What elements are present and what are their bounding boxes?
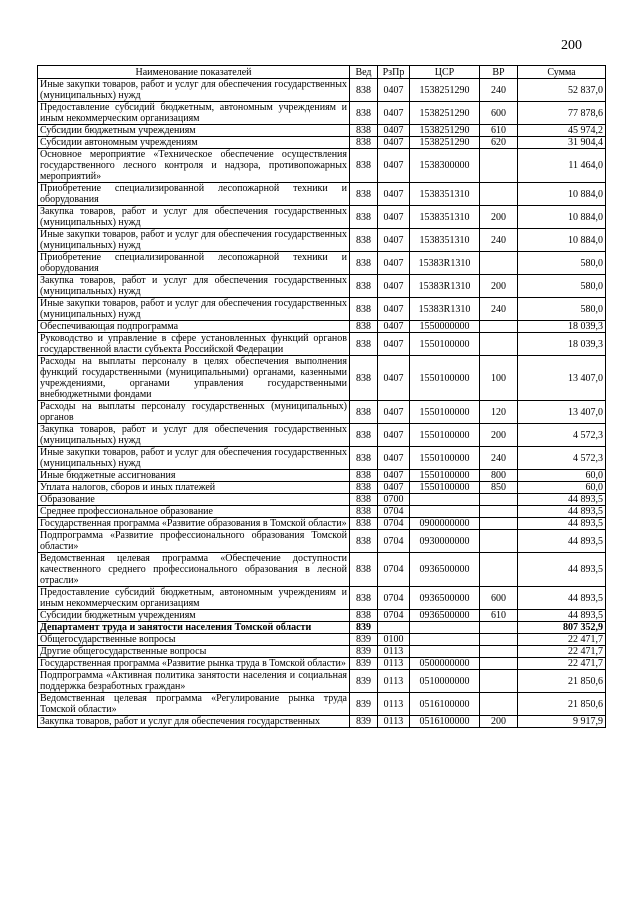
cell-rzpr: 0113 — [378, 658, 410, 670]
cell-rzpr: 0407 — [378, 206, 410, 229]
cell-ved: 839 — [350, 634, 378, 646]
table-row — [38, 646, 606, 658]
cell-name: Иные закупки товаров, работ и услуг для обеспечения государственных (муниципальных) нужд — [38, 229, 350, 252]
budget-table — [37, 65, 606, 728]
table-row — [38, 356, 606, 401]
cell-rzpr: 0113 — [378, 693, 410, 716]
cell-name: Общегосударственные вопросы — [38, 634, 350, 646]
cell-csr — [410, 494, 480, 506]
cell-vr — [480, 506, 518, 518]
cell-sum: 580,0 — [518, 275, 606, 298]
cell-rzpr: 0113 — [378, 670, 410, 693]
cell-sum: 60,0 — [518, 470, 606, 482]
cell-ved: 838 — [350, 482, 378, 494]
table-row — [38, 102, 606, 125]
cell-csr: 1538351310 — [410, 229, 480, 252]
cell-csr: 15383R1310 — [410, 275, 480, 298]
cell-sum: 21 850,6 — [518, 670, 606, 693]
cell-vr — [480, 658, 518, 670]
cell-name: Расходы на выплаты персоналу государственных (муниципальных) органов — [38, 401, 350, 424]
cell-csr: 0510000000 — [410, 670, 480, 693]
cell-csr: 1550100000 — [410, 482, 480, 494]
cell-rzpr: 0407 — [378, 424, 410, 447]
cell-vr — [480, 634, 518, 646]
cell-sum: 13 407,0 — [518, 356, 606, 401]
cell-csr: 0516100000 — [410, 716, 480, 728]
cell-ved: 838 — [350, 183, 378, 206]
cell-sum: 10 884,0 — [518, 183, 606, 206]
cell-rzpr: 0704 — [378, 518, 410, 530]
cell-csr: 1550100000 — [410, 447, 480, 470]
cell-csr: 1538351310 — [410, 183, 480, 206]
table-row — [38, 634, 606, 646]
cell-name: Закупка товаров, работ и услуг для обеспечения государственных (муниципальных) нужд — [38, 275, 350, 298]
cell-sum: 13 407,0 — [518, 401, 606, 424]
cell-vr: 120 — [480, 401, 518, 424]
cell-ved: 838 — [350, 424, 378, 447]
cell-csr: 0930000000 — [410, 530, 480, 553]
cell-vr: 200 — [480, 424, 518, 447]
cell-name: Подпрограмма «Активная политика занятости населения и социальная поддержка безработных граждан» — [38, 670, 350, 693]
cell-rzpr: 0407 — [378, 333, 410, 356]
cell-csr: 0500000000 — [410, 658, 480, 670]
cell-vr — [480, 149, 518, 183]
cell-sum: 45 974,2 — [518, 125, 606, 137]
table-row — [38, 470, 606, 482]
table-row — [38, 693, 606, 716]
cell-csr: 1550100000 — [410, 333, 480, 356]
cell-ved: 839 — [350, 670, 378, 693]
cell-rzpr: 0407 — [378, 183, 410, 206]
cell-vr — [480, 333, 518, 356]
table-row — [38, 610, 606, 622]
table-row — [38, 530, 606, 553]
table-row — [38, 183, 606, 206]
cell-vr — [480, 693, 518, 716]
cell-name: Иные закупки товаров, работ и услуг для обеспечения государственных (муниципальных) нужд — [38, 79, 350, 102]
cell-ved: 838 — [350, 530, 378, 553]
cell-ved: 839 — [350, 658, 378, 670]
table-row — [38, 321, 606, 333]
cell-sum: 22 471,7 — [518, 634, 606, 646]
cell-name: Иные закупки товаров, работ и услуг для обеспечения государственных (муниципальных) нужд — [38, 447, 350, 470]
cell-sum: 10 884,0 — [518, 206, 606, 229]
cell-sum: 44 893,5 — [518, 610, 606, 622]
cell-rzpr: 0113 — [378, 646, 410, 658]
cell-csr: 0936500000 — [410, 610, 480, 622]
cell-csr: 1538351310 — [410, 206, 480, 229]
cell-ved: 838 — [350, 506, 378, 518]
cell-csr: 1550100000 — [410, 470, 480, 482]
cell-ved: 838 — [350, 553, 378, 587]
cell-sum: 44 893,5 — [518, 494, 606, 506]
cell-name: Предоставление субсидий бюджетным, автономным учреждениям и иным некоммерческим организациям — [38, 102, 350, 125]
cell-name: Приобретение специализированной лесопожарной техники и оборудования — [38, 183, 350, 206]
cell-sum: 807 352,9 — [518, 622, 606, 634]
table-row — [38, 298, 606, 321]
cell-csr: 1550100000 — [410, 424, 480, 447]
cell-rzpr: 0704 — [378, 587, 410, 610]
header-ved: Вед — [350, 66, 378, 79]
cell-vr: 200 — [480, 275, 518, 298]
cell-sum: 11 464,0 — [518, 149, 606, 183]
table-body — [38, 79, 606, 728]
table-row — [38, 424, 606, 447]
cell-sum: 31 904,4 — [518, 137, 606, 149]
cell-csr: 0936500000 — [410, 587, 480, 610]
cell-ved: 838 — [350, 587, 378, 610]
cell-rzpr: 0407 — [378, 252, 410, 275]
table-row — [38, 587, 606, 610]
cell-vr — [480, 622, 518, 634]
cell-sum: 44 893,5 — [518, 530, 606, 553]
cell-csr — [410, 646, 480, 658]
cell-sum: 21 850,6 — [518, 693, 606, 716]
cell-name: Образование — [38, 494, 350, 506]
cell-rzpr: 0407 — [378, 356, 410, 401]
cell-ved: 838 — [350, 275, 378, 298]
table-row — [38, 137, 606, 149]
cell-vr: 200 — [480, 716, 518, 728]
cell-vr — [480, 252, 518, 275]
cell-vr: 850 — [480, 482, 518, 494]
cell-rzpr: 0407 — [378, 79, 410, 102]
cell-sum: 22 471,7 — [518, 646, 606, 658]
cell-sum: 9 917,9 — [518, 716, 606, 728]
cell-rzpr: 0407 — [378, 482, 410, 494]
cell-sum: 60,0 — [518, 482, 606, 494]
cell-name: Основное мероприятие «Техническое обеспечение осуществления государственного лесного контроля и надзора, противопожарных мероприятий» — [38, 149, 350, 183]
cell-rzpr: 0113 — [378, 716, 410, 728]
cell-csr: 0516100000 — [410, 693, 480, 716]
cell-name: Иные закупки товаров, работ и услуг для обеспечения государственных (муниципальных) нужд — [38, 298, 350, 321]
cell-name: Предоставление субсидий бюджетным, автономным учреждениям и иным некоммерческим организациям — [38, 587, 350, 610]
cell-name: Ведомственная целевая программа «Обеспечение доступности качественного среднего профессионального образования в лесной отрасли» — [38, 553, 350, 587]
table-row — [38, 275, 606, 298]
cell-ved: 838 — [350, 321, 378, 333]
cell-ved: 838 — [350, 447, 378, 470]
cell-vr: 200 — [480, 206, 518, 229]
table-row — [38, 716, 606, 728]
cell-ved: 838 — [350, 356, 378, 401]
cell-vr — [480, 183, 518, 206]
cell-ved: 839 — [350, 646, 378, 658]
cell-vr: 610 — [480, 610, 518, 622]
cell-vr: 240 — [480, 79, 518, 102]
cell-ved: 839 — [350, 622, 378, 634]
table-row — [38, 229, 606, 252]
cell-sum: 44 893,5 — [518, 518, 606, 530]
cell-sum: 580,0 — [518, 298, 606, 321]
cell-vr: 240 — [480, 229, 518, 252]
cell-vr: 600 — [480, 587, 518, 610]
cell-sum: 44 893,5 — [518, 587, 606, 610]
cell-csr — [410, 634, 480, 646]
cell-name: Закупка товаров, работ и услуг для обеспечения государственных — [38, 716, 350, 728]
cell-name: Субсидии автономным учреждениям — [38, 137, 350, 149]
cell-ved: 838 — [350, 206, 378, 229]
table-row — [38, 482, 606, 494]
cell-sum: 44 893,5 — [518, 506, 606, 518]
cell-vr: 610 — [480, 125, 518, 137]
cell-ved: 838 — [350, 79, 378, 102]
cell-name: Среднее профессиональное образование — [38, 506, 350, 518]
table-row — [38, 622, 606, 634]
table-row — [38, 252, 606, 275]
cell-vr: 800 — [480, 470, 518, 482]
cell-name: Субсидии бюджетным учреждениям — [38, 125, 350, 137]
cell-rzpr: 0407 — [378, 275, 410, 298]
cell-sum: 52 837,0 — [518, 79, 606, 102]
cell-rzpr: 0407 — [378, 321, 410, 333]
cell-ved: 838 — [350, 229, 378, 252]
cell-rzpr: 0407 — [378, 447, 410, 470]
cell-name: Обеспечивающая подпрограмма — [38, 321, 350, 333]
cell-sum: 4 572,3 — [518, 424, 606, 447]
cell-sum: 77 878,6 — [518, 102, 606, 125]
cell-sum: 580,0 — [518, 252, 606, 275]
header-vr: ВР — [480, 66, 518, 79]
cell-csr: 15383R1310 — [410, 298, 480, 321]
cell-ved: 838 — [350, 252, 378, 275]
cell-csr: 1538251290 — [410, 137, 480, 149]
header-csr: ЦСР — [410, 66, 480, 79]
cell-name: Департамент труда и занятости населения Томской области — [38, 622, 350, 634]
cell-sum: 18 039,3 — [518, 321, 606, 333]
table-row — [38, 79, 606, 102]
cell-rzpr: 0407 — [378, 401, 410, 424]
cell-csr: 15383R1310 — [410, 252, 480, 275]
header-sum: Сумма — [518, 66, 606, 79]
cell-rzpr: 0704 — [378, 610, 410, 622]
cell-ved: 839 — [350, 716, 378, 728]
cell-name: Государственная программа «Развитие рынка труда в Томской области» — [38, 658, 350, 670]
cell-ved: 838 — [350, 610, 378, 622]
cell-ved: 838 — [350, 333, 378, 356]
cell-rzpr: 0700 — [378, 494, 410, 506]
table-row — [38, 553, 606, 587]
table-row — [38, 149, 606, 183]
cell-name: Закупка товаров, работ и услуг для обеспечения государственных (муниципальных) нужд — [38, 206, 350, 229]
cell-csr — [410, 622, 480, 634]
cell-sum: 22 471,7 — [518, 658, 606, 670]
table-row — [38, 333, 606, 356]
cell-rzpr: 0407 — [378, 298, 410, 321]
cell-name: Субсидии бюджетным учреждениям — [38, 610, 350, 622]
cell-rzpr: 0407 — [378, 470, 410, 482]
cell-ved: 838 — [350, 401, 378, 424]
cell-name: Закупка товаров, работ и услуг для обеспечения государственных (муниципальных) нужд — [38, 424, 350, 447]
cell-vr — [480, 530, 518, 553]
cell-name: Подпрограмма «Развитие профессионального образования Томской области» — [38, 530, 350, 553]
cell-vr — [480, 518, 518, 530]
cell-vr: 240 — [480, 298, 518, 321]
cell-sum: 4 572,3 — [518, 447, 606, 470]
cell-vr — [480, 553, 518, 587]
cell-ved: 838 — [350, 149, 378, 183]
cell-name: Иные бюджетные ассигнования — [38, 470, 350, 482]
table-row — [38, 206, 606, 229]
cell-ved: 838 — [350, 518, 378, 530]
cell-sum: 44 893,5 — [518, 553, 606, 587]
cell-sum: 18 039,3 — [518, 333, 606, 356]
cell-csr: 1550100000 — [410, 356, 480, 401]
cell-csr: 1550000000 — [410, 321, 480, 333]
cell-csr: 1550100000 — [410, 401, 480, 424]
cell-csr: 0936500000 — [410, 553, 480, 587]
cell-ved: 838 — [350, 137, 378, 149]
cell-vr — [480, 670, 518, 693]
cell-rzpr: 0100 — [378, 634, 410, 646]
cell-vr — [480, 494, 518, 506]
cell-name: Ведомственная целевая программа «Регулирование рынка труда Томской области» — [38, 693, 350, 716]
cell-sum: 10 884,0 — [518, 229, 606, 252]
cell-ved: 838 — [350, 102, 378, 125]
table-row — [38, 658, 606, 670]
cell-vr: 240 — [480, 447, 518, 470]
cell-name: Расходы на выплаты персоналу в целях обеспечения выполнения функций государственными (муниципальными) органами, казенными учреждениями, органами управления государственными внебюджетными фондами — [38, 356, 350, 401]
cell-csr: 1538251290 — [410, 102, 480, 125]
cell-rzpr: 0704 — [378, 506, 410, 518]
cell-vr: 600 — [480, 102, 518, 125]
cell-csr: 0900000000 — [410, 518, 480, 530]
cell-rzpr: 0704 — [378, 553, 410, 587]
cell-name: Государственная программа «Развитие образования в Томской области» — [38, 518, 350, 530]
cell-name: Руководство и управление в сфере установленных функций органов государственной власти субъекта Российской Федерации — [38, 333, 350, 356]
cell-rzpr: 0407 — [378, 137, 410, 149]
cell-csr: 1538251290 — [410, 125, 480, 137]
cell-name: Другие общегосударственные вопросы — [38, 646, 350, 658]
cell-ved: 838 — [350, 494, 378, 506]
cell-vr: 100 — [480, 356, 518, 401]
cell-csr — [410, 506, 480, 518]
table-row — [38, 125, 606, 137]
cell-vr: 620 — [480, 137, 518, 149]
table-row — [38, 494, 606, 506]
cell-rzpr: 0407 — [378, 229, 410, 252]
cell-ved: 838 — [350, 470, 378, 482]
cell-csr: 1538300000 — [410, 149, 480, 183]
cell-rzpr — [378, 622, 410, 634]
header-rzpr: РзПр — [378, 66, 410, 79]
page-number: 200 — [561, 38, 582, 53]
table-row — [38, 506, 606, 518]
cell-rzpr: 0407 — [378, 125, 410, 137]
cell-name: Приобретение специализированной лесопожарной техники и оборудования — [38, 252, 350, 275]
cell-rzpr: 0407 — [378, 102, 410, 125]
cell-csr: 1538251290 — [410, 79, 480, 102]
table-row — [38, 670, 606, 693]
cell-vr — [480, 646, 518, 658]
cell-ved: 838 — [350, 298, 378, 321]
cell-rzpr: 0704 — [378, 530, 410, 553]
table-row — [38, 447, 606, 470]
table-header-row — [38, 66, 606, 79]
cell-ved: 838 — [350, 125, 378, 137]
cell-ved: 839 — [350, 693, 378, 716]
cell-name: Уплата налогов, сборов и иных платежей — [38, 482, 350, 494]
table-row — [38, 518, 606, 530]
cell-rzpr: 0407 — [378, 149, 410, 183]
table-row — [38, 401, 606, 424]
header-name: Наименование показателей — [38, 66, 350, 79]
cell-vr — [480, 321, 518, 333]
